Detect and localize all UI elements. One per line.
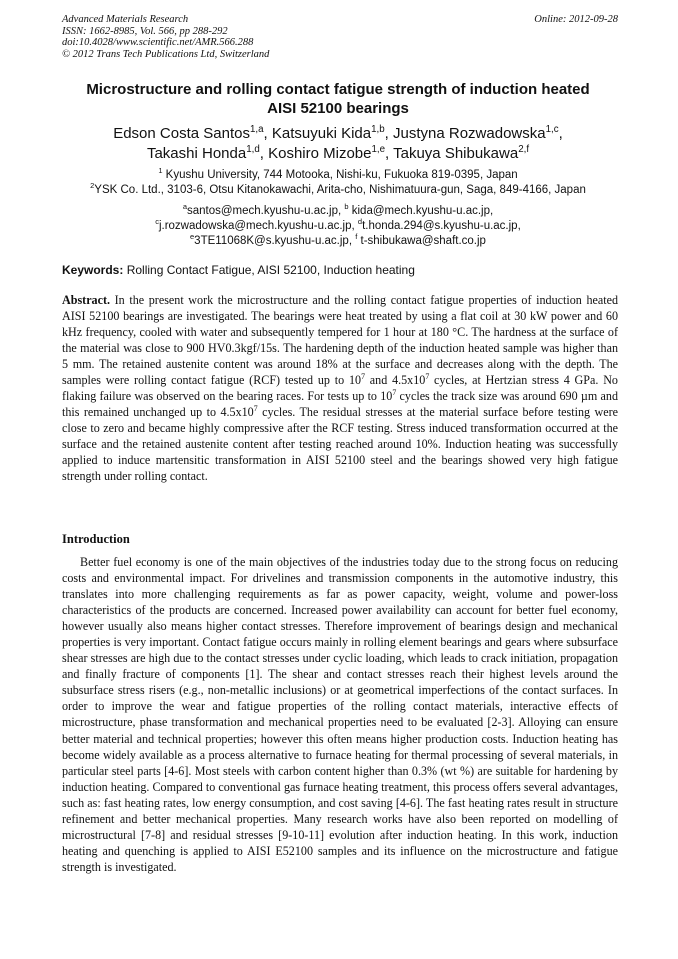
abstract-text: cycles, at Hertzian stress 4 GPa. No flaking failure was observed on the bearing races. For tests up to 10: [62, 373, 618, 403]
author-name: Takuya Shibukawa: [393, 145, 519, 162]
author-affil-sup: 2,f: [518, 144, 530, 155]
affiliation-item: [62, 183, 614, 198]
affiliation-text: YSK Co. Ltd., 3103-6, Otsu Kitanokawachi, Arita-cho, Nishimatuura-gun, Saga, 849-4166, Japan: [94, 184, 586, 196]
author-separator: ,: [263, 125, 272, 142]
email-link[interactable]: 3TE11068K@s.kyushu-u.ac.jp,: [194, 235, 356, 247]
online-date: Online: 2012-09-28: [534, 14, 618, 25]
email-line-2: [62, 219, 614, 234]
exponent: 7: [425, 371, 430, 381]
exponent: 7: [392, 387, 397, 397]
introduction-body: Better fuel economy is one of the main objectives of the industries today due to the strong focus on reducing costs and environmental impact. For drivelines and transmission components in the automotive industry, this translates into more challenging requirements as far as power capacity, weight, volume and power-loss characteristics of the products are concerned. Increased power availability can account for better fuel economy, however usually also means higher contact stresses. Therefore improvement of bearings design and mechanical properties is very important. Contact fatigue occurs mainly in rolling element bearings and gears where subsurface shear stresses are high due to the contact stresses under cyclic loading, which leads to crack initiation, propagation and finally fracture of components [1]. The shear and contact stresses reach their highest levels around the subsurface stress risers (e.g., non-metallic inclusions) or at geometrical imperfections of the contact surfaces. In order to improve the wear and fatigue properties of the rolling contact materials, interactive effects of microstructure, phase transformation and mechanical properties need to be evaluated [2-3]. Alloying can ensure better material and technical properties; however this often means higher production costs. Induction heating has become widely available as a process alternative to furnace heating for thermal processing of several materials, in particular steel parts [4-6]. Most steels with carbon content higher than 0.3% (wt %) are suitable for hardening by induction heating. Compared to conventional gas furnace heating treatment, this process offers several advantages, such as: fast heating rates, low energy consumption, and cost saving [4-6]. The fast heating rates result in structure refinement and better mechanical properties. Many research works have also been reported on modelling of microstructural [7-8] and residual stresses [9-10-11] evolution after induction heating. In this work, induction heating and quenching is applied to AISI E52100 samples and its influence on the microstructure and fatigue strength is investigated.: [62, 555, 618, 874]
author-line-1: [62, 124, 614, 144]
affiliation-sup: 2: [90, 181, 95, 191]
author-separator: ,: [384, 125, 394, 142]
author-affil-sup: 1,a: [249, 124, 264, 135]
email-sup: c: [155, 217, 159, 227]
email-sup: e: [190, 232, 195, 242]
doi-line: doi:10.4028/www.scientific.net/AMR.566.288: [62, 37, 254, 48]
title-line-2: AISI 52100 bearings: [267, 100, 409, 117]
email-sup: a: [182, 202, 187, 212]
abstract: [62, 292, 618, 484]
affiliation-sup: 1: [158, 166, 163, 176]
author-affil-sup: 1,e: [371, 144, 386, 155]
affiliation-item: [62, 168, 614, 183]
abstract-text: cycles. The residual stresses at the material surface before testing were close to zero and became highly compressive after the RCF testing. Stress induced transformation occurred at the surface and the retained austenite content after testing reached around 10%. Induction heating was successfully applied to induce martensitic transformation in AISI 52100 steel and the bearings showed very high fatigue strength under rolling contact.: [62, 405, 618, 483]
abstract-text: cycles the track size was around 690 µm and this remained unchanged up to 4.5x10: [62, 389, 618, 419]
author-separator: ,: [385, 145, 394, 162]
email-sup: d: [357, 217, 363, 227]
keywords: [62, 263, 618, 277]
email-link[interactable]: kida@mech.kyushu-u.ac.jp,: [351, 205, 494, 217]
abstract-label: Abstract.: [62, 293, 111, 307]
email-sup: f: [355, 232, 358, 242]
exponent: 7: [253, 403, 258, 413]
author-list: [62, 124, 614, 164]
email-link[interactable]: t-shibukawa@shaft.co.jp: [360, 235, 486, 247]
email-list: [62, 204, 614, 249]
author-name: Justyna Rozwadowska: [393, 125, 546, 142]
email-line-3: [62, 234, 614, 249]
abstract-text: and 4.5x10: [365, 373, 426, 387]
author-affil-sup: 1,b: [371, 124, 385, 135]
email-link[interactable]: santos@mech.kyushu-u.ac.jp,: [186, 205, 345, 217]
author-name: Edson Costa Santos: [113, 125, 250, 142]
exponent: 7: [361, 371, 366, 381]
author-affil-sup: 1,d: [246, 144, 260, 155]
issn-line: ISSN: 1662-8985, Vol. 566, pp 288-292: [62, 25, 228, 37]
keywords-text: Rolling Contact Fatigue, AISI 52100, Induction heating: [123, 263, 415, 277]
publication-header: [62, 14, 618, 60]
abstract-text: In the present work the microstructure and the rolling contact fatigue properties of induction heated AISI 52100 bearings are investigated. The bearings were heat treated by using a flat coil at 30 kW power and 60 kHz frequency, cooled with water and subsequently tempered for 1 hour at 180 °C. The hardness at the surface of the material was close to 900 HV0.3kgf/15s. The hardening depth of the induction heated sample was higher than 5 mm. The retained austenite content was around 18% at the surface and decreases along with the depth. The samples were rolling contact fatigue (RCF) tested up to 10: [62, 293, 618, 387]
email-link[interactable]: t.honda.294@s.kyushu-u.ac.jp,: [362, 220, 521, 232]
email-line-1: [62, 204, 614, 219]
author-name: Takashi Honda: [146, 145, 247, 162]
journal-name: Advanced Materials Research: [62, 14, 189, 25]
author-line-2: [62, 144, 614, 164]
email-sup: b: [344, 202, 349, 212]
copyright-line: © 2012 Trans Tech Publications Ltd, Switzerland: [62, 48, 270, 60]
keywords-label: Keywords:: [62, 263, 124, 277]
title-line-1: Microstructure and rolling contact fatigue strength of induction heated: [86, 81, 590, 98]
introduction-heading: Introduction: [62, 532, 130, 546]
author-name: Katsuyuki Kida: [271, 125, 372, 142]
author-separator: ,: [259, 145, 269, 162]
author-separator: ,: [558, 125, 563, 142]
author-affil-sup: 1,c: [545, 124, 559, 135]
paper-title: [62, 80, 614, 118]
author-name: Koshiro Mizobe: [268, 145, 372, 162]
affiliation-list: [62, 168, 614, 198]
affiliation-text: Kyushu University, 744 Motooka, Nishi-ku, Fukuoka 819-0395, Japan: [165, 169, 518, 181]
email-link[interactable]: j.rozwadowska@mech.kyushu-u.ac.jp,: [158, 220, 358, 232]
